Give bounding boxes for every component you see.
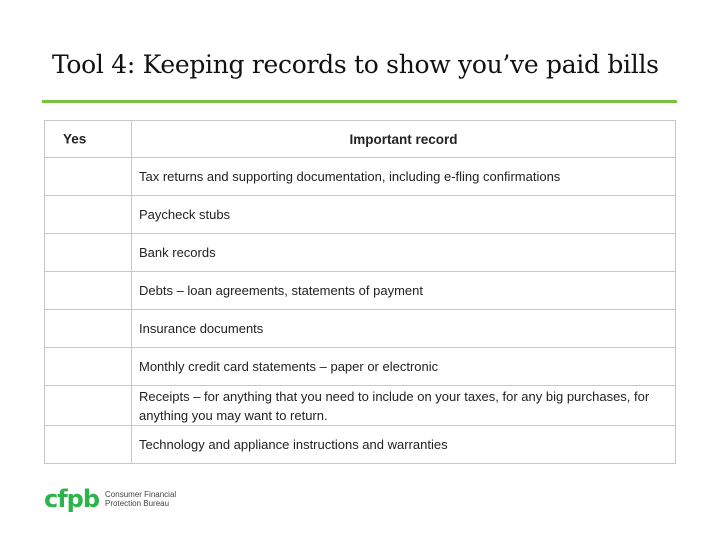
records-table — [44, 120, 676, 464]
table-row — [45, 234, 676, 272]
table-row — [45, 310, 676, 348]
yes-checkbox-cell[interactable] — [45, 158, 132, 196]
yes-checkbox-cell[interactable] — [45, 196, 132, 234]
cfpb-logo — [44, 487, 176, 511]
record-cell: Monthly credit card statements – paper or electronic — [132, 348, 676, 386]
table-row — [45, 386, 676, 426]
record-cell: Technology and appliance instructions and warranties — [132, 426, 676, 464]
record-cell: Paycheck stubs — [132, 196, 676, 234]
record-cell: Bank records — [132, 234, 676, 272]
cfpb-name-line2: Protection Bureau — [105, 499, 170, 508]
yes-checkbox-cell[interactable] — [45, 348, 132, 386]
record-cell: Debts – loan agreements, statements of payment — [132, 272, 676, 310]
title-divider — [42, 100, 677, 103]
table-row — [45, 348, 676, 386]
slide-title: Tool 4: Keeping records to show you’ve paid bills — [52, 50, 659, 79]
yes-checkbox-cell[interactable] — [45, 426, 132, 464]
table-row — [45, 158, 676, 196]
yes-checkbox-cell[interactable] — [45, 272, 132, 310]
yes-checkbox-cell[interactable] — [45, 234, 132, 272]
yes-checkbox-cell[interactable] — [45, 386, 132, 426]
cfpb-full-name — [105, 490, 176, 508]
record-cell: Receipts – for anything that you need to include on your taxes, for any big purchases, for anything you may want to return. — [132, 386, 676, 426]
table-row — [45, 196, 676, 234]
cfpb-name-line1: Consumer Financial — [105, 490, 177, 499]
table-row — [45, 272, 676, 310]
yes-checkbox-cell[interactable] — [45, 310, 132, 348]
table-header-row — [45, 121, 676, 158]
important-record-header: Important record — [132, 121, 676, 158]
record-cell: Insurance documents — [132, 310, 676, 348]
table-row — [45, 426, 676, 464]
yes-header-label: Yes — [63, 131, 87, 147]
cfpb-wordmark: cfpb — [44, 485, 100, 513]
record-cell: Tax returns and supporting documentation, including e-fling confirmations — [132, 158, 676, 196]
yes-column-header — [45, 121, 132, 158]
